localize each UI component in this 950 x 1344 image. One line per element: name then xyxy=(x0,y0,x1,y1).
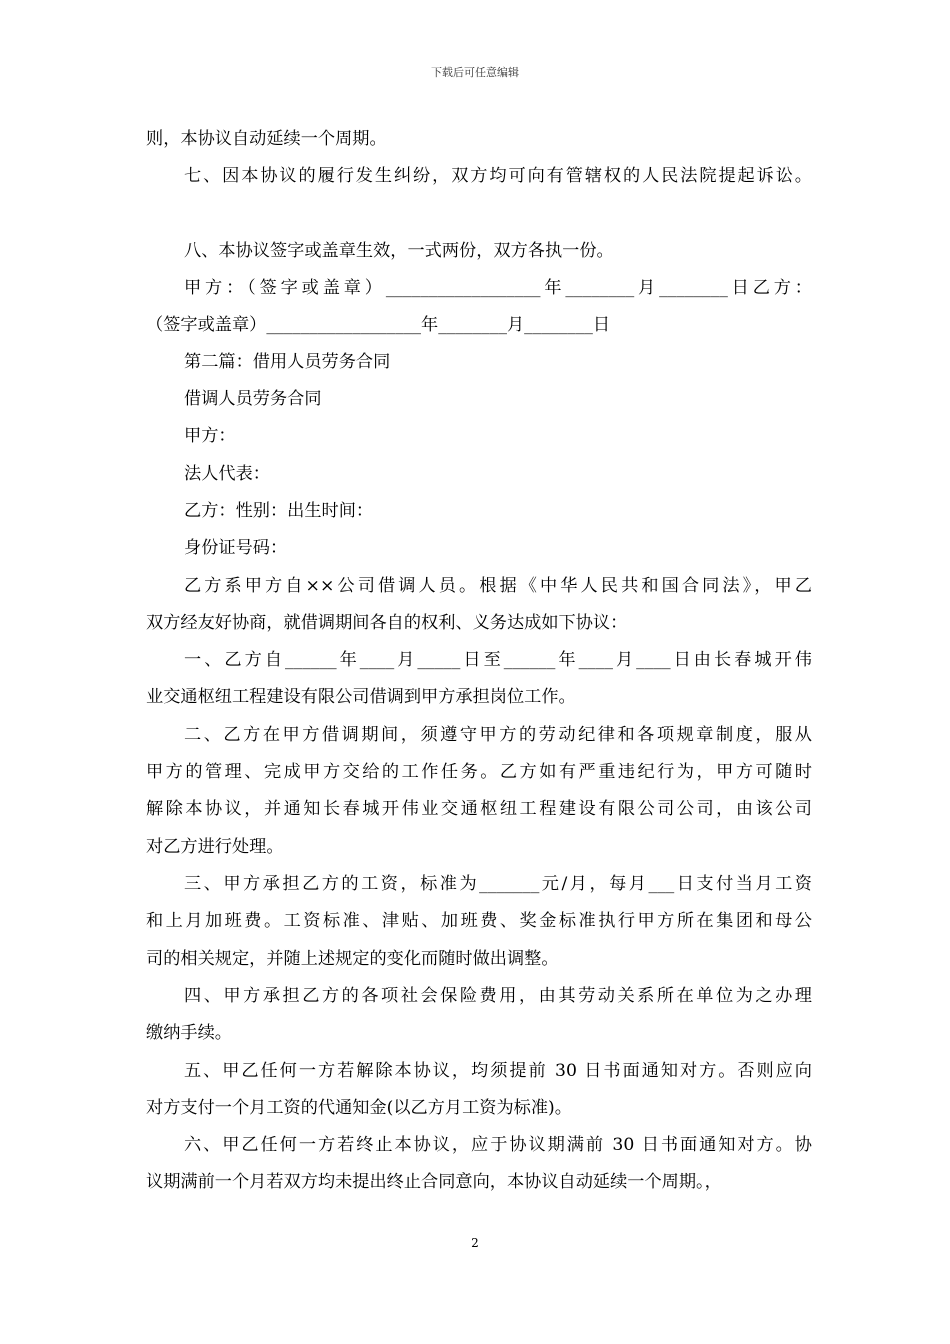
clause-six: 六、甲乙任何一方若终止本协议，应于协议期满前 30 日书面通知对方。协 xyxy=(184,1135,812,1155)
preamble-line: 乙方系甲方自××公司借调人员。根据《中华人民共和国合同法》，甲乙 xyxy=(184,576,812,596)
paragraph-line: 则，本协议自动延续一个周期。 xyxy=(146,129,387,149)
legal-representative-field: 法人代表： xyxy=(184,464,270,484)
clause-two-cont: 对乙方进行处理。 xyxy=(146,837,284,857)
clause-four: 四、甲方承担乙方的各项社会保险费用，由其劳动关系所在单位为之办理 xyxy=(184,986,812,1006)
clause-two-cont: 解除本协议，并通知长春城开伟业交通枢纽工程建设有限公司公司，由该公司 xyxy=(146,799,812,819)
party-a-field: 甲方： xyxy=(184,426,236,446)
clause-two-cont: 甲方的管理、完成甲方交给的工作任务。乙方如有严重违纪行为，甲方可随时 xyxy=(146,762,812,782)
clause-one: 一、乙方自______年____月_____日至______年____月____日由长春城开伟 xyxy=(184,650,812,670)
clause-two: 二、乙方在甲方借调期间，须遵守甲方的劳动纪律和各项规章制度，服从 xyxy=(184,725,812,745)
clause-eight: 八、本协议签字或盖章生效，一式两份，双方各执一份。 xyxy=(184,241,614,261)
signature-line-party-b: （签字或盖章）__________________年________月________日 xyxy=(146,315,611,335)
clause-five: 五、甲乙任何一方若解除本协议，均须提前 30 日书面通知对方。否则应向 xyxy=(184,1061,812,1081)
page-header: 下载后可任意编辑 xyxy=(431,66,519,79)
page-number: 2 xyxy=(471,1236,479,1250)
id-number-field: 身份证号码： xyxy=(184,538,288,558)
clause-five-cont: 对方支付一个月工资的代通知金(以乙方月工资为标准)。 xyxy=(146,1098,572,1118)
clause-three-cont: 和上月加班费。工资标准、津贴、加班费、奖金标准执行甲方所在集团和母公 xyxy=(146,911,812,931)
clause-seven: 七、因本协议的履行发生纠纷，双方均可向有管辖权的人民法院提起诉讼。 xyxy=(184,166,812,186)
preamble-line: 双方经友好协商，就借调期间各自的权利、义务达成如下协议： xyxy=(146,613,628,633)
signature-line-party-a: 甲方：（签字或盖章）__________________年________月________日乙方： xyxy=(184,278,812,298)
clause-three-cont: 司的相关规定，并随上述规定的变化而随时做出调整。 xyxy=(146,949,559,969)
contract-title: 借调人员劳务合同 xyxy=(184,389,322,409)
clause-one-cont: 业交通枢纽工程建设有限公司借调到甲方承担岗位工作。 xyxy=(146,687,576,707)
party-b-field: 乙方：性别：出生时间： xyxy=(184,501,374,521)
clause-four-cont: 缴纳手续。 xyxy=(146,1023,232,1043)
clause-three: 三、甲方承担乙方的工资，标准为_______元/月，每月___日支付当月工资 xyxy=(184,874,812,894)
section-title: 第二篇：借用人员劳务合同 xyxy=(184,352,391,372)
clause-six-cont: 议期满前一个月若双方均未提出终止合同意向，本协议自动延续一个周期。， xyxy=(146,1172,722,1192)
